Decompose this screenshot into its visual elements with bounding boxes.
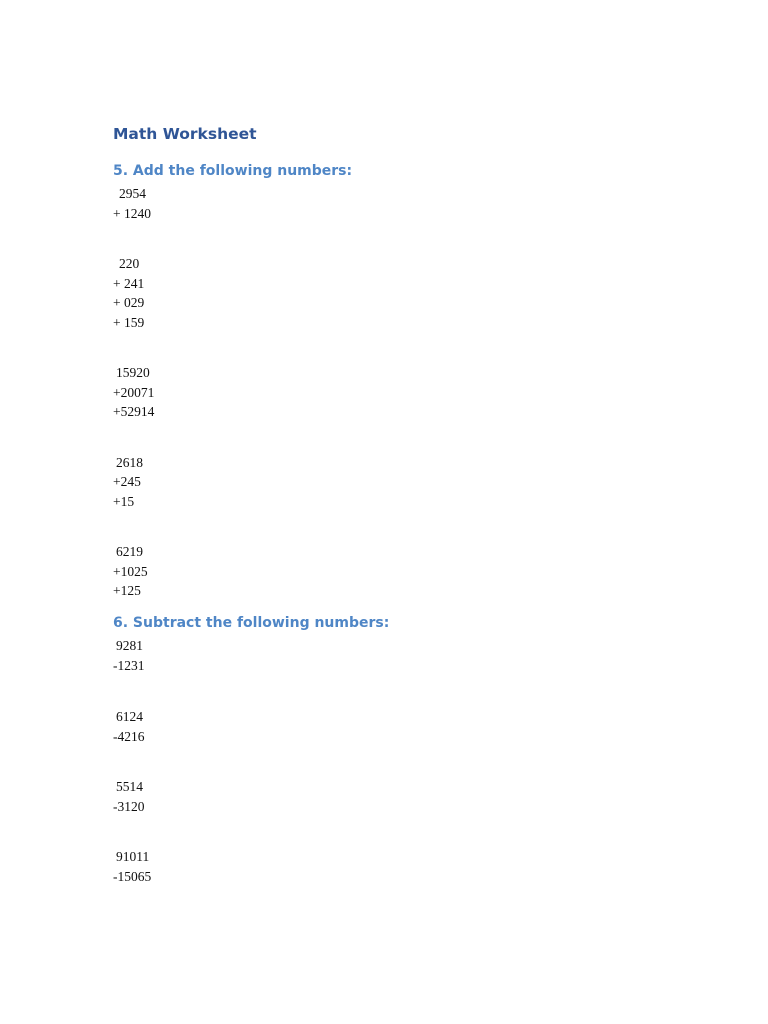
problem-line: + 241 — [113, 276, 145, 291]
problem-line: + 1240 — [113, 206, 151, 221]
problem-line: 15920 — [116, 365, 150, 380]
problem-line: +125 — [113, 583, 141, 598]
subtraction-heading: 6. Subtract the following numbers: — [113, 615, 390, 631]
problem-line: + 159 — [113, 315, 145, 330]
problem-line: 2954 — [119, 186, 146, 201]
problem-line: +20071 — [113, 385, 155, 400]
problem-line: -4216 — [113, 729, 145, 744]
problem-line: -3120 — [113, 799, 145, 814]
problem-line: + 029 — [113, 295, 145, 310]
problem-line: 6219 — [116, 544, 143, 559]
problem-line: +15 — [113, 494, 135, 509]
problem-line: 2618 — [116, 455, 143, 470]
problem-line: 6124 — [116, 709, 143, 724]
problem-line: 9281 — [116, 638, 143, 653]
problem-line: +245 — [113, 474, 141, 489]
problem-line: +52914 — [113, 404, 155, 419]
problem-line: +1025 — [113, 564, 148, 579]
worksheet-title: Math Worksheet — [113, 125, 257, 143]
problem-line: -15065 — [113, 869, 152, 884]
problem-line: 91011 — [116, 849, 150, 864]
addition-heading: 5. Add the following numbers: — [113, 163, 353, 179]
problem-line: 220 — [119, 256, 140, 271]
problem-line: 5514 — [116, 779, 143, 794]
problem-line: -1231 — [113, 658, 145, 673]
